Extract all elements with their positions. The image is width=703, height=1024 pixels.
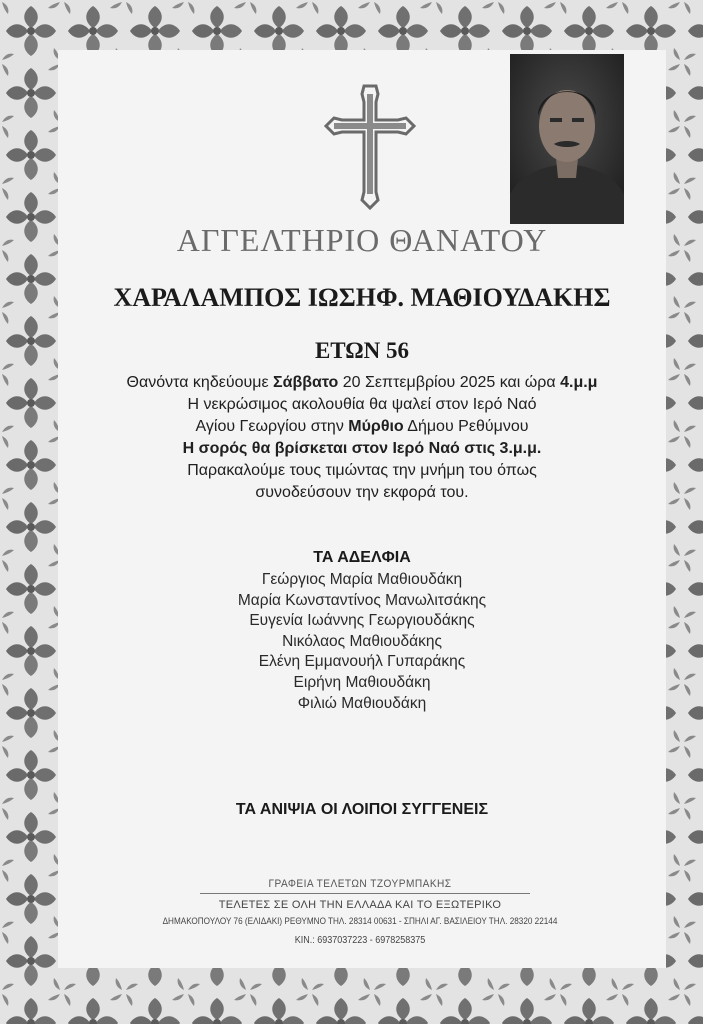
siblings-list xyxy=(58,570,666,714)
funeral-office-name: ΓΡΑΦΕΙΑ ΤΕΛΕΤΩΝ ΤΖΟΥΡΜΠΑΚΗΣ xyxy=(268,878,452,890)
orthodox-cross-icon xyxy=(320,80,420,210)
age-line: ΕΤΩΝ 56 xyxy=(314,338,410,363)
funeral-time: 4.μ.μ xyxy=(560,374,598,391)
divider xyxy=(200,893,530,894)
list-item: Ειρήνη Μαθιουδάκη xyxy=(293,673,431,691)
announcement-line-6: συνοδεύσουν την εκφορά του. xyxy=(255,484,469,501)
list-item: Φιλιώ Μαθιουδάκη xyxy=(297,694,427,712)
funeral-office-addresses: ΔΗΜΑΚΟΠΟΥΛΟΥ 76 (ΕΛΙΔΑΚΙ) ΡΕΘΥΜΝΟ ΤΗΛ. 28314 00631 - ΣΠΗΛΙ ΑΓ. ΒΑΣΙΛΕΙΟΥ ΤΗΛ. 28320 22144 xyxy=(162,916,558,927)
funeral-office-operations: ΤΕΛΕΤΕΣ ΣΕ ΟΛΗ ΤΗΝ ΕΛΛΑΔΑ ΚΑΙ ΤΟ ΕΞΩΤΕΡΙΚΟ xyxy=(218,899,502,911)
announcement-line-5: Παρακαλούμε τους τιμώντας την μνήμη του όπως xyxy=(187,462,537,479)
announcement-line-3 xyxy=(58,416,666,438)
body-viewing-note: Η σορός θα βρίσκεται στον Ιερό Ναό στις 3.μ.μ. xyxy=(182,440,542,457)
list-item: Γεώργιος Μαρία Μαθιουδάκη xyxy=(261,571,463,588)
list-item: Μαρία Κωνσταντίνος Μανωλιτσάκης xyxy=(237,591,487,609)
list-item: Ευγενία Ιωάννης Γεωργιουδάκης xyxy=(249,612,475,630)
list-item: Νικόλαος Μαθιουδάκης xyxy=(282,632,442,650)
announcement-line-1 xyxy=(58,372,666,394)
relatives-line: ΤΑ ΑΝΙΨΙΑ ΟΙ ΛΟΙΠΟΙ ΣΥΓΓΕΝΕΙΣ xyxy=(235,801,489,818)
announcement-text: Δήμου Ρεθύμνου xyxy=(403,418,529,435)
announcement-text: Θανόντα κηδεύουμε xyxy=(126,374,274,391)
page-title: ΑΓΓΕΛΤΗΡΙΟ ΘΑΝΑΤΟΥ xyxy=(176,222,548,258)
siblings-heading: ΤΑ ΑΔΕΛΦΙΑ xyxy=(313,549,411,566)
list-item: Ελένη Εμμανουήλ Γυπαράκης xyxy=(258,653,466,671)
announcement-text: 20 Σεπτεμβρίου 2025 και ώρα xyxy=(338,374,561,391)
funeral-office-mobiles: ΚΙΝ.: 6937037223 - 6978258375 xyxy=(294,935,426,946)
funeral-day: Σάββατο xyxy=(273,374,339,391)
announcement-line-4 xyxy=(58,438,666,460)
village-name: Μύρθιο xyxy=(348,418,404,435)
announcement-text: Αγίου Γεωργίου στην xyxy=(195,418,349,435)
funeral-announcement xyxy=(58,372,666,504)
portrait-photo xyxy=(510,54,624,224)
announcement-line-2: Η νεκρώσιμος ακολουθία θα ψαλεί στον Ιερό Ναό xyxy=(187,396,537,413)
deceased-name: ΧΑΡΑΛΑΜΠΟΣ ΙΩΣΗΦ. ΜΑΘΙΟΥΔΑΚΗΣ xyxy=(113,283,611,312)
